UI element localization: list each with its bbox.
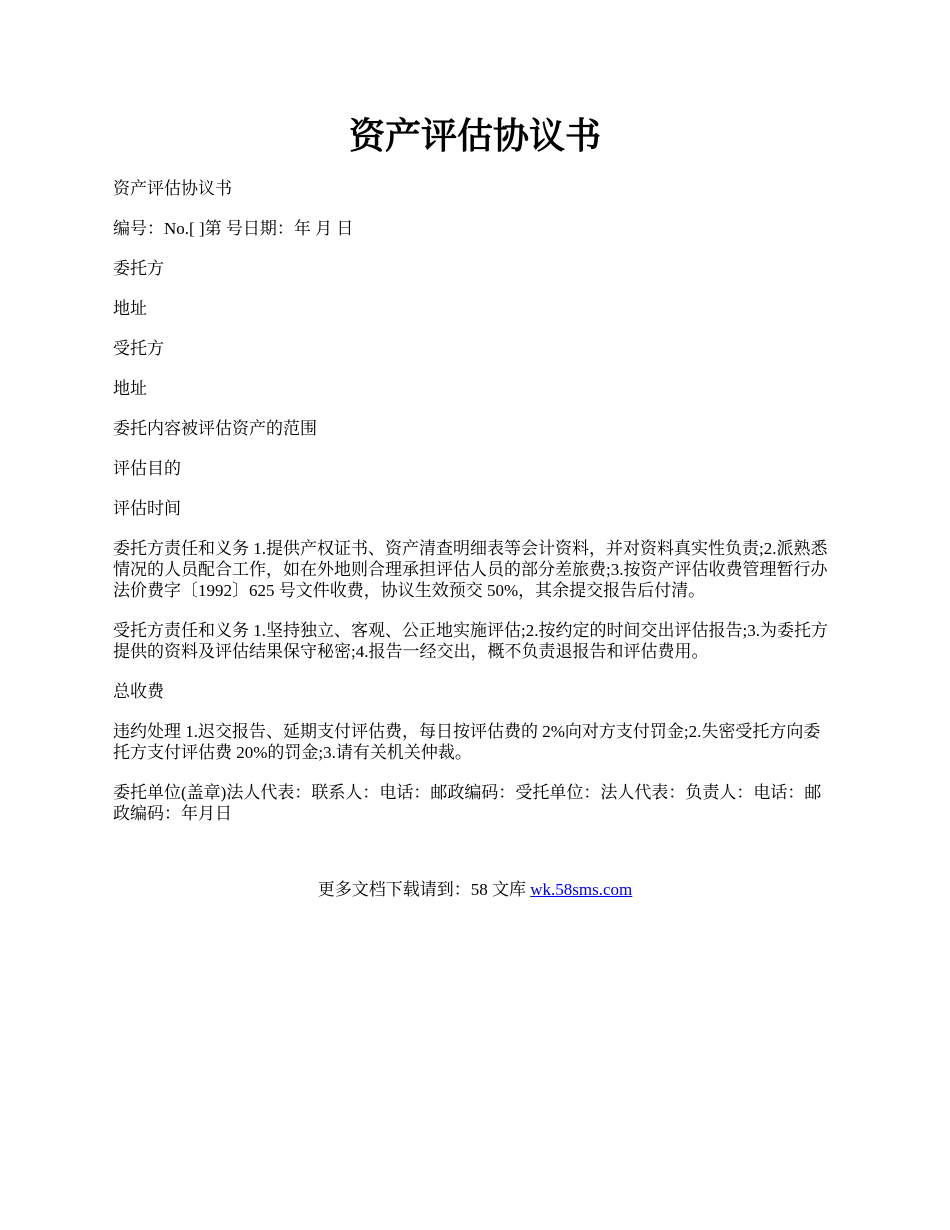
paragraph-purpose: 评估目的 [113,459,181,478]
paragraph-breach: 违约处理 1.迟交报告、延期支付评估费，每日按评估费的 2%向对方支付罚金;2.失密受托方向委托方支付评估费 20%的罚金;3.请有关机关仲裁。 [113,722,821,762]
paragraph-trustee-duties: 受托方责任和义务 1.坚持独立、客观、公正地实施评估;2.按约定的时间交出评估报告;3.为委托方提供的资料及评估结果保守秘密;4.报告一经交出，概不负责退报告和评估费用。 [113,621,828,661]
paragraph-number-date: 编号：No.[ ]第 号日期：年 月 日 [113,219,354,238]
paragraph-trustee: 受托方 [113,339,164,358]
paragraph-trustee-address: 地址 [113,379,147,398]
paragraph-client-address: 地址 [113,299,147,318]
footer-text: 更多文档下载请到：58 文库 [317,880,531,899]
paragraph-heading: 资产评估协议书 [113,179,232,198]
paragraph-total-fee: 总收费 [113,682,164,701]
document-title: 资产评估协议书 [348,116,601,156]
paragraph-signatures: 委托单位(盖章)法人代表：联系人：电话：邮政编码：受托单位：法人代表：负责人：电话：邮政编码：年月日 [113,783,822,823]
paragraph-scope: 委托内容被评估资产的范围 [113,419,317,438]
paragraph-time: 评估时间 [113,499,181,518]
document-body [113,178,837,843]
paragraph-client: 委托方 [113,259,164,278]
footer-link[interactable]: wk.58sms.com [530,880,633,899]
footer [0,879,950,901]
paragraph-client-duties: 委托方责任和义务 1.提供产权证书、资产清查明细表等会计资料，并对资料真实性负责;2.派熟悉情况的人员配合工作，如在外地则合理承担评估人员的部分差旅费;3.按资产评估收费管理暂行办法价费字〔1992〕625 号文件收费，协议生效预交 50%，其余提交报告后付清。 [113,539,828,600]
